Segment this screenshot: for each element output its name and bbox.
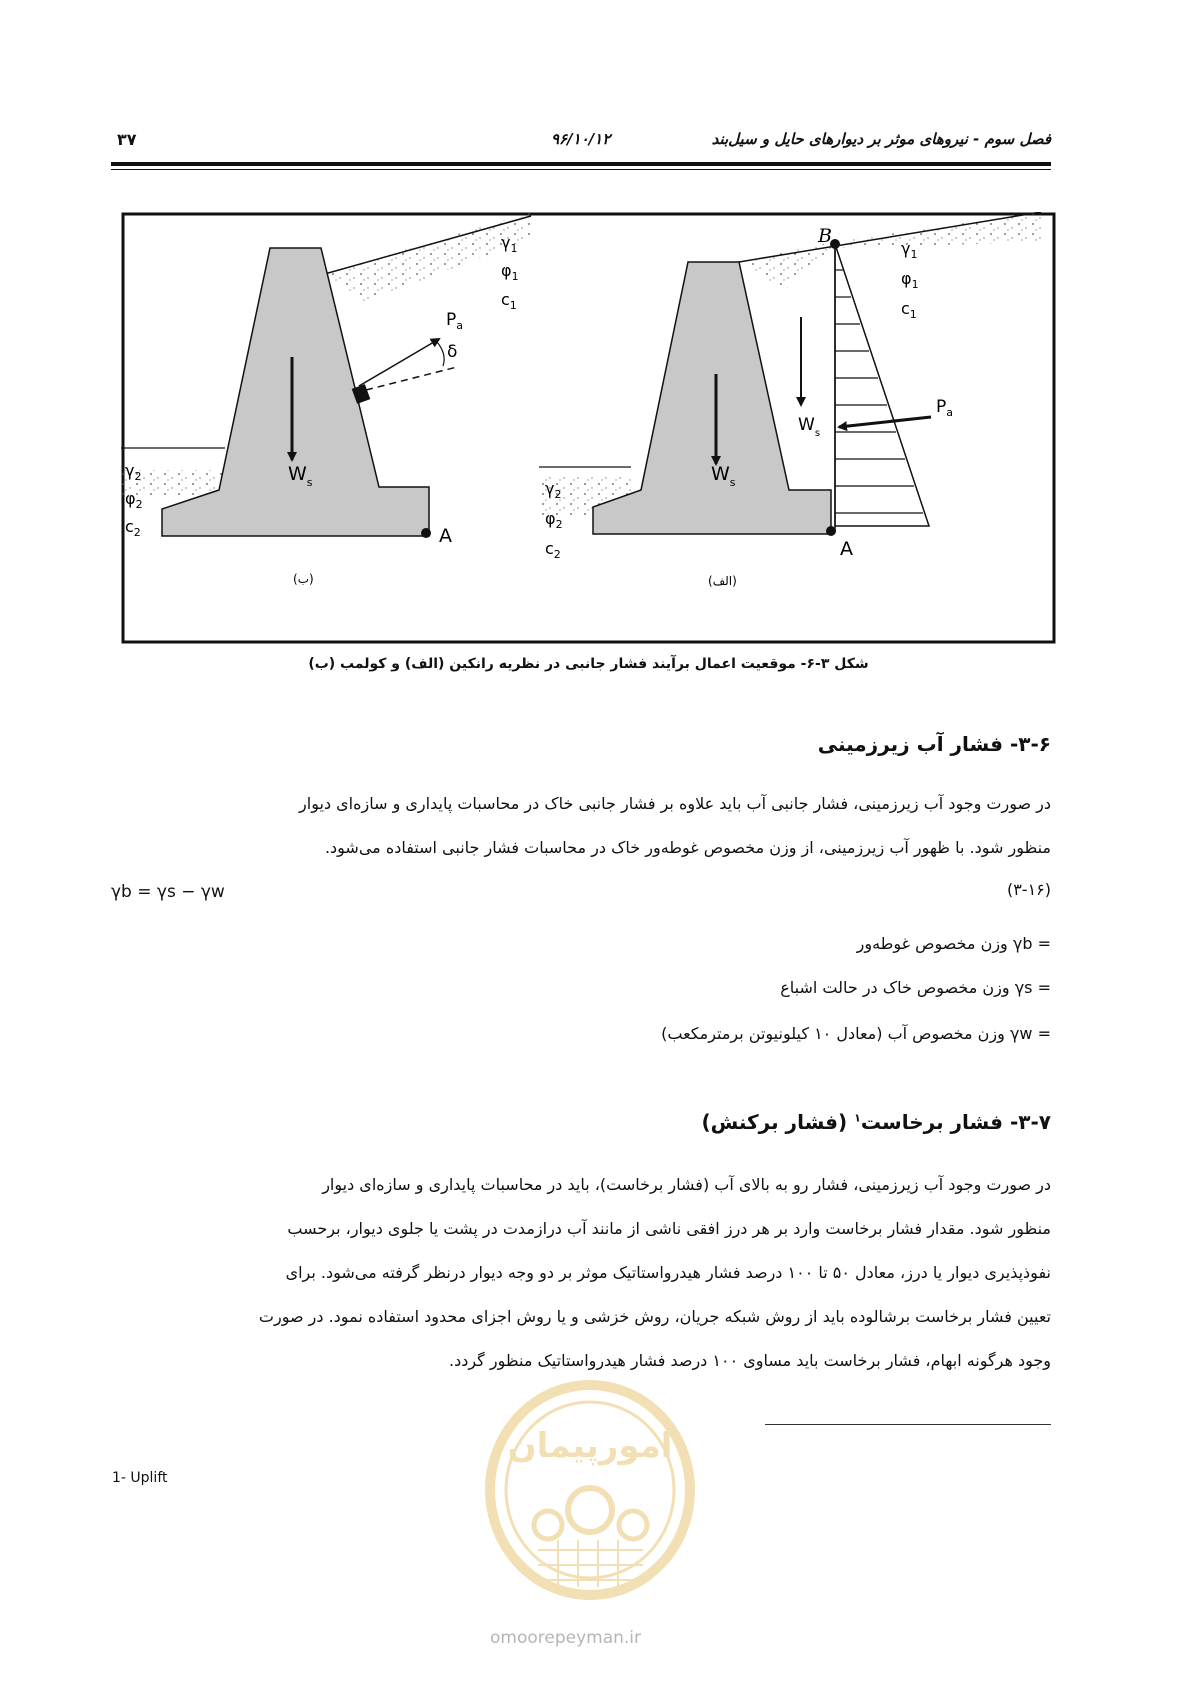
svg-text:Ws: $W_s$ xyxy=(711,463,736,489)
label-a-b: A xyxy=(439,525,452,547)
svg-text:φ2: $\varphi_2$ xyxy=(125,489,143,511)
label-ws-a: W xyxy=(798,415,815,435)
header-rule-thin xyxy=(111,169,1051,170)
stamp-watermark-logo xyxy=(478,1375,703,1605)
label-gamma1-b: γ xyxy=(501,233,511,252)
footnote-marker: ۱ xyxy=(854,1111,861,1125)
svg-text:Pa: $P_a$ xyxy=(936,397,954,419)
label-phi2-b: φ xyxy=(125,489,136,508)
svg-text:γ1: $\gamma_1$ xyxy=(501,233,518,255)
label-b-a: B xyxy=(818,225,832,247)
chapter-title: فصل سوم - نیروهای موثر بر دیوارهای حایل و سیل‌بند xyxy=(711,130,1051,148)
svg-text:φ1: $\varphi_1$ xyxy=(501,261,519,283)
panel-b-label: (ب) xyxy=(293,572,314,586)
svg-text:c2: $c_2$ xyxy=(125,517,141,539)
label-phi1-a: φ xyxy=(901,269,912,288)
section-7-line-4: تعیین فشار برخاست برشالوده باید از روش شبکه جریان، روش خزشی و یا روش اجزای محدود استفاده نمود. در صورت xyxy=(258,1307,1051,1326)
label-phi2-a: φ xyxy=(545,509,556,528)
label-a-a: A xyxy=(840,538,853,560)
svg-text:Ws: $W_s$ xyxy=(798,415,821,439)
svg-text:φ2: $\varphi_2$ xyxy=(545,509,563,531)
section-7-line-2: منظور شود. مقدار فشار برخاست وارد بر هر درز افقی ناشی از مانند آب درازمدت در پشت یا جلوی دیوار، برحسب xyxy=(287,1219,1051,1238)
definition-gamma-w: = γw وزن مخصوص آب (معادل ۱۰ کیلونیوتن برمترمکعب) xyxy=(661,1024,1051,1043)
header-rule-thick xyxy=(111,162,1051,166)
label-c2-a: c xyxy=(545,539,554,558)
label-w-a: W xyxy=(711,463,730,485)
definition-gamma-b: = γb وزن مخصوص غوطه‌ور xyxy=(856,934,1051,953)
section-6-line-1: در صورت وجود آب زیرزمینی، فشار جانبی آب باید علاوه بر فشار جانبی خاک در محاسبات پایداری و سازه‌ای دیوار xyxy=(299,794,1051,813)
section-7-line-1: در صورت وجود آب زیرزمینی، فشار رو به بالای آب (فشار برخاست)، باید در محاسبات پایداری و سازه‌ای دیوار xyxy=(322,1175,1051,1194)
svg-text:c1: $c_1$ xyxy=(501,290,517,312)
section-7-line-5: وجود هرگونه ابهام، فشار برخاست باید مساوی ۱۰۰ درصد فشار هیدرواستاتیک منظور گردد. xyxy=(449,1351,1051,1370)
page-number: ۳۷ xyxy=(117,130,137,149)
figure-caption: شکل ۳-۶- موقعیت اعمال برآیند فشار جانبی در نظریه رانکین (الف) و کولمب (ب) xyxy=(308,656,869,672)
label-gamma2-a: γ xyxy=(545,479,555,498)
svg-text:Ws: $W_s$ xyxy=(288,463,313,489)
label-w-b: W xyxy=(288,463,307,485)
section-7-line-3: نفوذپذیری دیوار یا درز، معادل ۵۰ تا ۱۰۰ درصد فشار هیدرواستاتیک موثر بر دو وجه دیوار درنظر گرفته می‌شود. برای xyxy=(285,1263,1051,1282)
label-gamma1-a: γ xyxy=(901,239,911,258)
definition-gamma-s: = γs وزن مخصوص خاک در حالت اشباع xyxy=(780,978,1051,997)
svg-text:امورپیمان: امورپیمان xyxy=(507,1426,673,1466)
section-7-heading: ۳-۷- فشار برخاست$^۱$ (فشار برکنش) xyxy=(701,1110,1051,1134)
equation: γb = γs − γw xyxy=(111,882,225,902)
page-header xyxy=(111,130,1051,158)
retaining-wall-figure xyxy=(121,212,1056,644)
svg-text:γ2: $\gamma_2$ xyxy=(545,479,562,501)
svg-text:γ2: $\gamma_2$ xyxy=(125,461,142,483)
label-pa-b: P xyxy=(446,310,457,330)
svg-text:γ1: $\gamma_1$ xyxy=(901,239,918,261)
section-6-line-2: منظور شود. با ظهور آب زیرزمینی، از وزن مخصوص غوطه‌ور خاک در محاسبات فشار جانبی استفاده می‌شود. xyxy=(324,838,1051,857)
label-c1-b: c xyxy=(501,290,510,309)
point-a-a xyxy=(826,526,836,536)
footnote: 1- Uplift xyxy=(112,1470,168,1486)
label-gamma2-b: γ xyxy=(125,461,135,480)
svg-text:Pa: $P_a$ xyxy=(446,310,464,332)
header-date: ۹۶/۱۰/۱۲ xyxy=(551,130,611,148)
svg-text:c1: $c_1$ xyxy=(901,299,917,321)
watermark-url: omoorepeyman.ir xyxy=(490,1628,642,1648)
footnote-rule xyxy=(765,1424,1051,1425)
svg-text:c2: $c_2$ xyxy=(545,539,561,561)
label-delta: δ xyxy=(447,342,458,362)
equation-number: (۳-۱۶) xyxy=(1006,880,1051,899)
svg-text:φ1: $\varphi_1$ xyxy=(901,269,919,291)
label-pa-a: P xyxy=(936,397,947,417)
label-phi1-b: φ xyxy=(501,261,512,280)
panel-a-label: (الف) xyxy=(708,574,737,588)
section-6-heading: ۳-۶- فشار آب زیرزمینی xyxy=(817,732,1051,756)
label-c1-a: c xyxy=(901,299,910,318)
label-c2-b: c xyxy=(125,517,134,536)
point-a-b xyxy=(421,528,431,538)
